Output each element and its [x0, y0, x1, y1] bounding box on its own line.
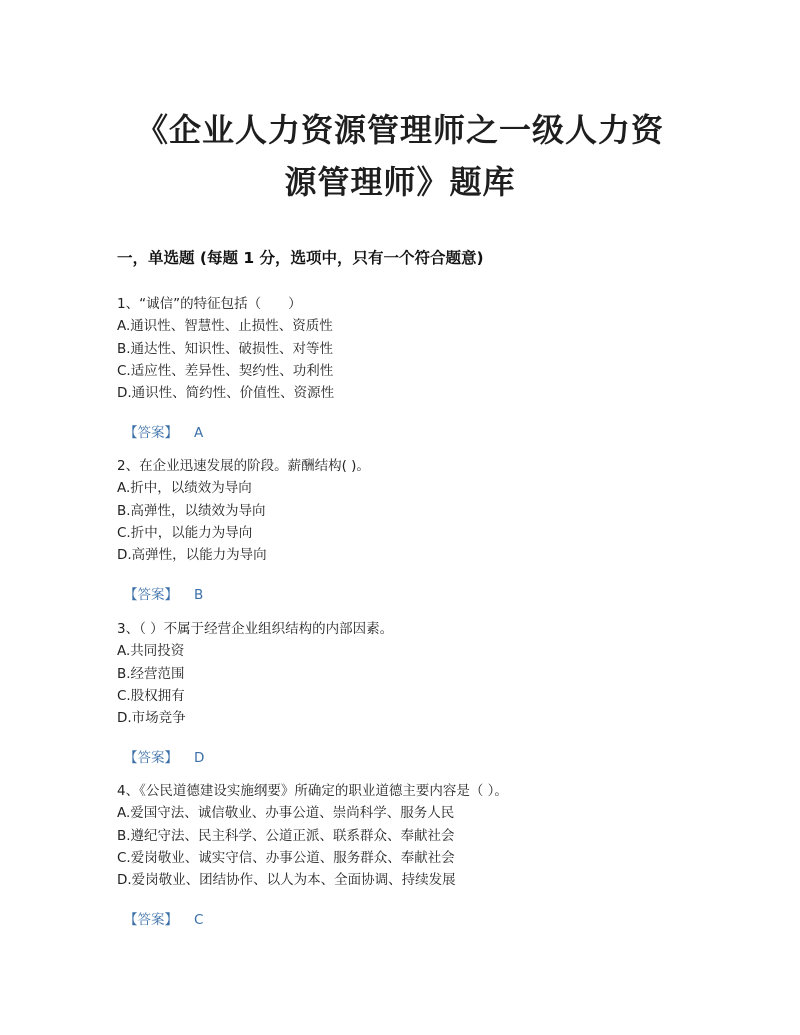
answer-label: 【答案】: [124, 587, 178, 603]
option-a: A.爱国守法、诚信敬业、办事公道、崇尚科学、服务人民: [117, 805, 455, 822]
option-a: A.共同投资: [117, 643, 185, 660]
option-d: D.通识性、简约性、价值性、资源性: [117, 385, 335, 402]
option-a: A.折中，以绩效为导向: [117, 480, 252, 497]
answer-label: 【答案】: [124, 912, 178, 928]
section-heading: 一，单选题 (每题 1 分，选项中，只有一个符合题意): [117, 249, 484, 267]
question-3: [117, 618, 717, 729]
question-stem: 1、“诚信”的特征包括（ ）: [117, 296, 302, 312]
option-c: C.爱岗敬业、诚实守信、办事公道、服务群众、奉献社会: [117, 849, 455, 866]
option-d: D.爱岗敬业、团结协作、以人为本、全面协调、持续发展: [117, 872, 456, 889]
answer-value: B: [194, 587, 204, 603]
answer-4: [124, 908, 203, 928]
answer-2: [124, 583, 203, 603]
option-a: A.通识性、智慧性、止损性、资质性: [117, 318, 333, 335]
question-4: [117, 780, 717, 891]
option-c: C.折中，以能力为导向: [117, 524, 253, 541]
option-b: B.经营范围: [117, 665, 185, 682]
option-b: B.遵纪守法、民主科学、公道正派、联系群众、奉献社会: [117, 827, 455, 844]
answer-value: C: [194, 912, 204, 928]
question-stem: 2、在企业迅速发展的阶段。薪酬结构( )。: [117, 458, 370, 474]
document-title-line1: 《企业人力资源管理师之一级人力资: [135, 111, 664, 149]
option-c: C.适应性、差异性、契约性、功利性: [117, 362, 334, 379]
answer-label: 【答案】: [124, 425, 178, 441]
question-1: [117, 293, 717, 404]
option-b: B.高弹性，以绩效为导向: [117, 502, 266, 519]
option-b: B.通达性、知识性、破损性、对等性: [117, 340, 334, 357]
document-title-line2: 源管理师》题库: [284, 163, 516, 201]
question-stem: 3、（ ）不属于经营企业组织结构的内部因素。: [117, 621, 394, 637]
answer-value: A: [194, 425, 204, 441]
answer-3: [124, 746, 204, 766]
option-d: D.高弹性，以能力为导向: [117, 547, 267, 564]
option-d: D.市场竞争: [117, 710, 186, 727]
option-c: C.股权拥有: [117, 687, 185, 704]
question-stem: 4、《公民道德建设实施纲要》所确定的职业道德主要内容是（ ）。: [117, 783, 508, 799]
answer-label: 【答案】: [124, 750, 178, 766]
answer-value: D: [194, 750, 205, 766]
answer-1: [124, 421, 203, 441]
question-2: [117, 455, 717, 566]
